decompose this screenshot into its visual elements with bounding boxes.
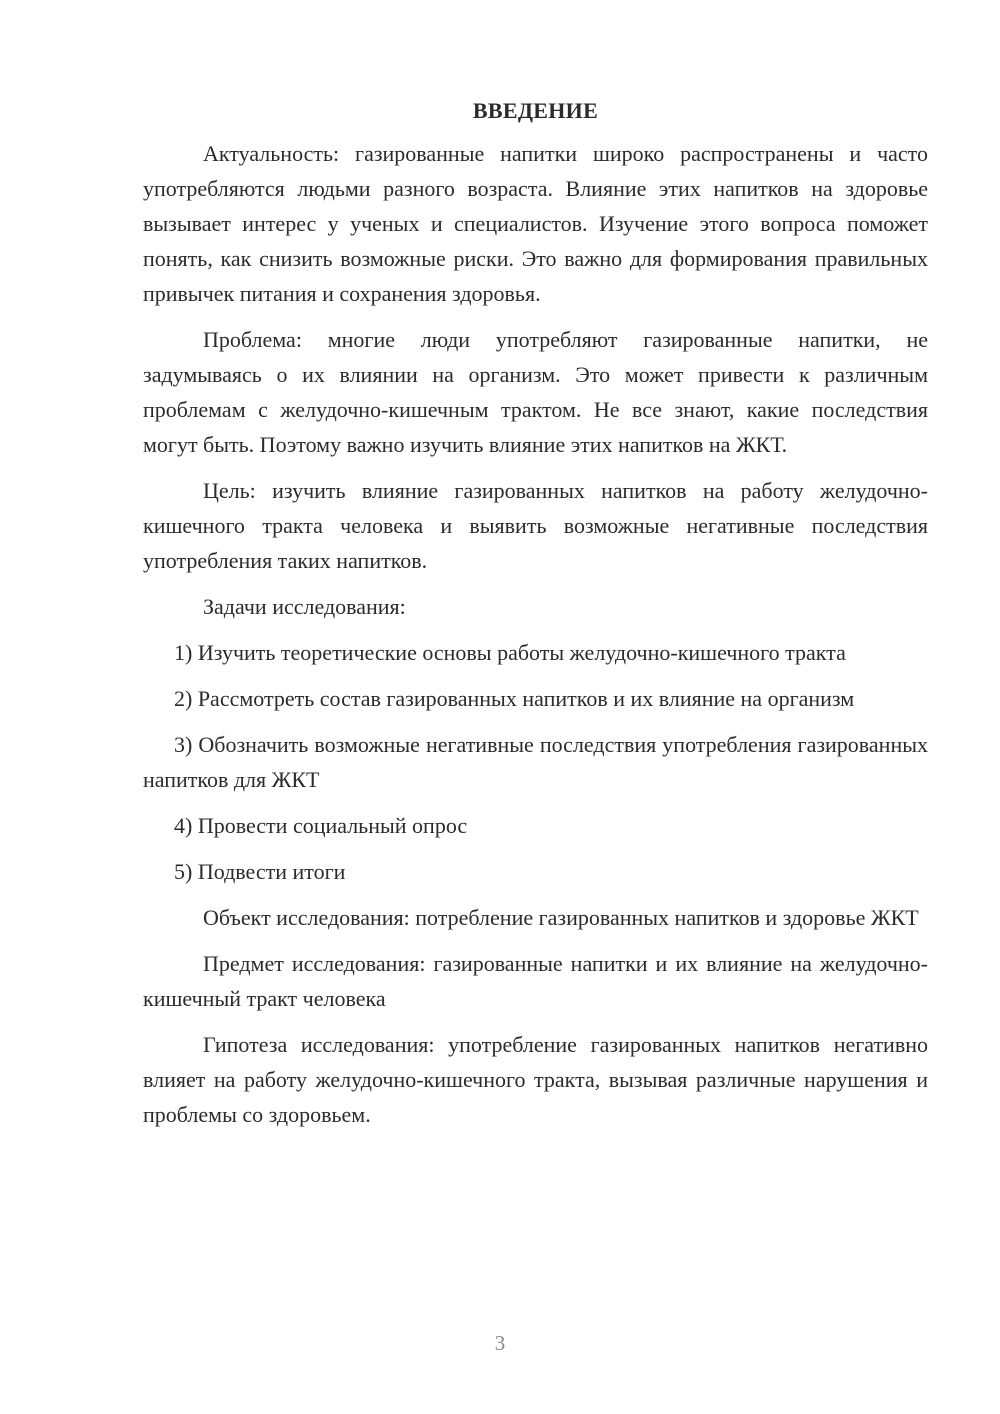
task-item: 3) Обозначить возможные негативные последствия употребления газированных напитков для ЖКТ [143, 732, 928, 792]
tasks-heading: Задачи исследования: [203, 594, 406, 619]
task-item: 2) Рассмотреть состав газированных напитков и их влияние на организм [174, 686, 855, 711]
page-number: 3 [494, 1331, 506, 1355]
page-title: ВВЕДЕНИЕ [472, 98, 599, 123]
problem-paragraph: Проблема: многие люди употребляют газированные напитки, не задумываясь о их влиянии на организм. Это может привести к различным проблемам с желудочно-кишечным трактом. Не все знают, какие последствия могут быть. Поэтому важно изучить влияние этих напитков на ЖКТ. [143, 327, 928, 457]
goal-paragraph: Цель: изучить влияние газированных напитков на работу желудочно-кишечного тракта человека и выявить возможные негативные последствия употребления таких напитков. [143, 478, 928, 573]
subject-paragraph: Предмет исследования: газированные напитки и их влияние на желудочно-кишечный тракт человека [143, 951, 928, 1011]
task-item: 1) Изучить теоретические основы работы желудочно-кишечного тракта [174, 640, 846, 665]
task-item: 4) Провести социальный опрос [174, 813, 468, 838]
hypothesis-paragraph: Гипотеза исследования: употребление газированных напитков негативно влияет на работу желудочно-кишечного тракта, вызывая различные нарушения и проблемы со здоровьем. [143, 1032, 928, 1127]
document-page [143, 96, 928, 1143]
task-item: 5) Подвести итоги [174, 859, 346, 884]
relevance-paragraph: Актуальность: газированные напитки широко распространены и часто употребляются людьми разного возраста. Влияние этих напитков на здоровье вызывает интерес у ученых и специалистов. Изучение этого вопроса поможет понять, как снизить возможные риски. Это важно для формирования правильных привычек питания и сохранения здоровья. [143, 141, 928, 306]
object-paragraph: Объект исследования: потребление газированных напитков и здоровье ЖКТ [203, 905, 919, 930]
